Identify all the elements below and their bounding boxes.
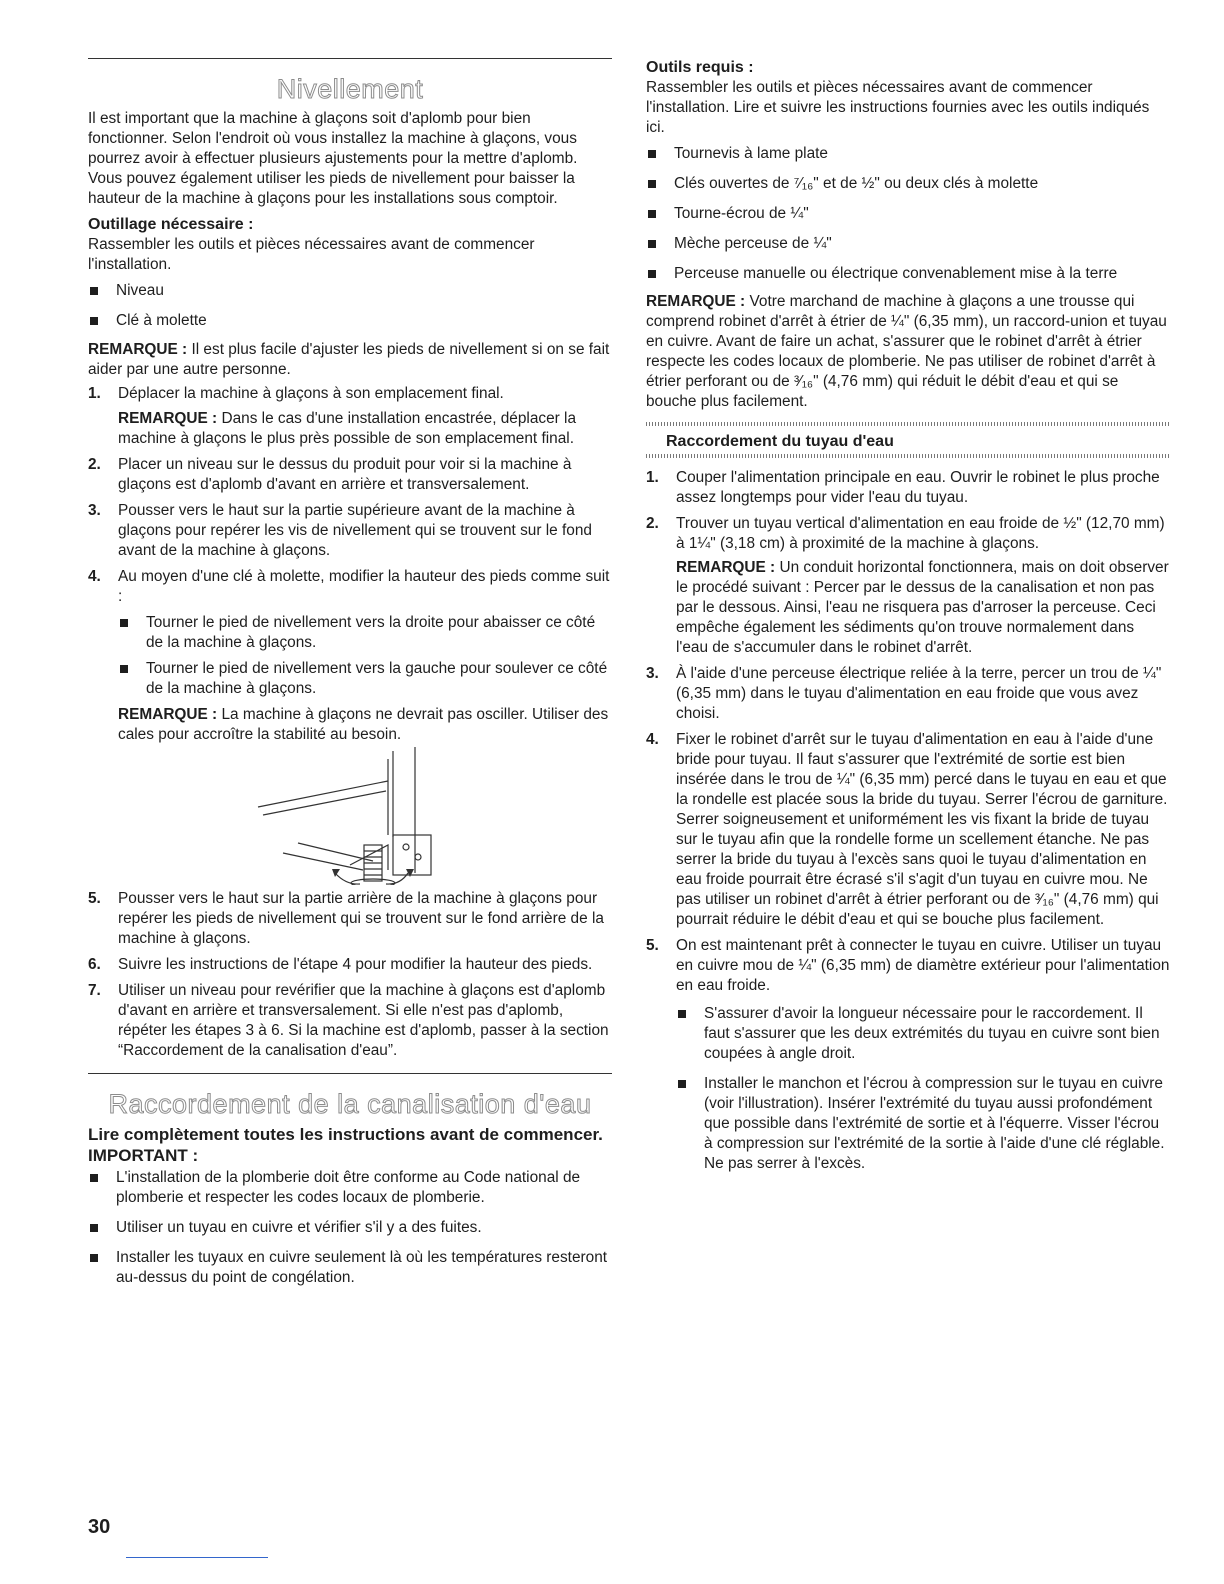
section-title-raccordement: Raccordement de la canalisation d'eau <box>108 1089 592 1119</box>
step-text: Déplacer la machine à glaçons à son emplacement final. <box>118 385 504 402</box>
list-item: Niveau <box>88 281 612 301</box>
note-text: Dans le cas d'une installation encastrée, déplacer la machine à glaçons le plus près possible de son emplacement final. <box>118 410 577 447</box>
step-text: Utiliser un niveau pour revérifier que la machine à glaçons est d'aplomb d'avant en arrière et transversalement. Si elle n'est pas d'aplomb, répéter les étapes 3 à 6. Si la machine est d'aplomb, passer à la section “Raccordement de la canalisation d'eau”. <box>118 982 609 1059</box>
step-number: 7. <box>88 982 101 999</box>
footer-line <box>126 1557 268 1558</box>
leveling-foot-drawing <box>88 745 612 885</box>
step-text: Au moyen d'une clé à molette, modifier la hauteur des pieds comme suit : <box>118 568 610 605</box>
note-label: REMARQUE : <box>676 559 776 576</box>
important-heading: IMPORTANT : <box>88 1146 199 1165</box>
connection-steps <box>646 468 1170 1174</box>
list-item <box>88 981 612 1061</box>
leveling-steps <box>88 384 612 745</box>
important-list <box>88 1168 612 1288</box>
leveling-foot-illustration <box>88 745 612 885</box>
list-item: Mèche perceuse de ¼" <box>646 234 1170 254</box>
list-item: Tournevis à lame plate <box>646 144 1170 164</box>
list-item: Tourne-écrou de ¼" <box>646 204 1170 224</box>
tools-required-list <box>646 144 1170 284</box>
note-label: REMARQUE : <box>118 410 218 427</box>
step-note <box>118 705 612 745</box>
step-number: 1. <box>88 385 101 402</box>
step-number: 2. <box>646 515 659 532</box>
list-item <box>646 514 1170 658</box>
read-instructions-heading: Lire complètement toutes les instructions avant de commencer. <box>88 1125 603 1144</box>
step-bullets <box>676 1004 1170 1174</box>
list-item: Clé à molette <box>88 311 612 331</box>
step-number: 5. <box>646 937 659 954</box>
list-item <box>88 384 612 449</box>
step-number: 2. <box>88 456 101 473</box>
step-number: 6. <box>88 956 101 973</box>
step-text: Pousser vers le haut sur la partie supérieure avant de la machine à glaçons pour repérer les vis de nivellement qui se trouvent sur le fond avant de la machine à glaçons. <box>118 502 592 559</box>
section-rule <box>88 1073 612 1074</box>
step-text: À l'aide d'une perceuse électrique reliée à la terre, percer un trou de ¼" (6,35 mm) dans le tuyau d'alimentation en eau froide que vous avez choisi. <box>676 665 1162 722</box>
list-item <box>646 664 1170 724</box>
step-text: Placer un niveau sur le dessus du produit pour voir si la machine à glaçons est d'aplomb d'avant en arrière et transversalement. <box>118 456 572 493</box>
list-item <box>646 468 1170 508</box>
list-item: S'assurer d'avoir la longueur nécessaire pour le raccordement. Il faut s'assurer que les deux extrémités du tuyau en cuivre sont bien coupées à angle droit. <box>676 1004 1170 1064</box>
section-heading: Raccordement du tuyau d'eau <box>666 433 894 450</box>
note-text: Il est plus facile d'ajuster les pieds de nivellement si on se fait aider par une autre personne. <box>88 341 610 378</box>
list-item: Tourner le pied de nivellement vers la droite pour abaisser ce côté de la machine à glaçons. <box>118 613 612 653</box>
left-column <box>88 58 612 1288</box>
note-text: Votre marchand de machine à glaçons a une trousse qui comprend robinet d'arrêt à étrier de ¼" (6,35 mm), un raccord-union et tuyau en cuivre. Avant de faire un achat, s'assurer que le robinet d'arrêt à étrier respecte les codes locaux de plomberie. Ne pas utiliser de robinet d'arrêt à étrier perforant ou de ³⁄₁₆" (4,76 mm) qui réduit le débit d'eau et qui se bouche plus facilement. <box>646 293 1167 410</box>
list-item <box>88 955 612 975</box>
note-paragraph <box>646 292 1170 412</box>
list-item: L'installation de la plomberie doit être conforme au Code national de plomberie et respecter les codes locaux de plomberie. <box>88 1168 612 1208</box>
step-number: 5. <box>88 890 101 907</box>
leveling-steps-continued <box>88 889 612 1061</box>
list-item: Tourner le pied de nivellement vers la gauche pour soulever ce côté de la machine à glaçons. <box>118 659 612 699</box>
step-text: Pousser vers le haut sur la partie arrière de la machine à glaçons pour repérer les pieds de nivellement qui se trouvent sur le fond arrière de la machine à glaçons. <box>118 890 604 947</box>
list-item <box>88 455 612 495</box>
list-item <box>88 501 612 561</box>
list-item: Clés ouvertes de ⁷⁄₁₆" et de ½" ou deux clés à molette <box>646 174 1170 194</box>
section-title-nivellement: Nivellement <box>276 74 424 104</box>
list-item <box>646 936 1170 1174</box>
list-item: Installer le manchon et l'écrou à compression sur le tuyau en cuivre (voir l'illustration). Insérer l'extrémité du tuyau aussi profondément que possible dans l'extrémité de sortie et à l'équerre. Visser l'écrou à compression sur l'extrémité de la sortie à l'aide d'une clé réglable. Ne pas serrer à l'excès. <box>676 1074 1170 1174</box>
step-note <box>118 409 612 449</box>
step-text: On est maintenant prêt à connecter le tuyau en cuivre. Utiliser un tuyau en cuivre mou de ¼" (6,35 mm) de diamètre extérieur pour l'alimentation en eau froide. <box>676 937 1170 994</box>
tools-heading: Outillage nécessaire : <box>88 216 254 233</box>
list-item <box>88 567 612 745</box>
step-text: Couper l'alimentation principale en eau. Ouvrir le robinet le plus proche assez longtemps pour vider l'eau du tuyau. <box>676 469 1160 506</box>
section-rule <box>88 58 612 59</box>
note-label: REMARQUE : <box>118 706 218 723</box>
intro-paragraph: Il est important que la machine à glaçons soit d'aplomb pour bien fonctionner. Selon l'endroit où vous installez la machine à glaçons, vous pourrez avoir à effectuer plusieurs ajustements pour la mettre d'aplomb. Vous pouvez également utiliser les pieds de nivellement pour baisser la hauteur de la machine à glaçons pour les installations sous comptoir. <box>88 110 578 207</box>
list-item <box>88 889 612 949</box>
tools-list <box>88 281 612 331</box>
note-label: REMARQUE : <box>646 293 746 310</box>
step-text: Suivre les instructions de l'étape 4 pour modifier la hauteur des pieds. <box>118 956 593 973</box>
note-label: REMARQUE : <box>88 341 188 358</box>
step-number: 3. <box>88 502 101 519</box>
page-number: 30 <box>88 1516 111 1538</box>
list-item <box>646 730 1170 930</box>
step-number: 4. <box>646 731 659 748</box>
list-item: Installer les tuyaux en cuivre seulement là où les températures resteront au-dessus du point de congélation. <box>88 1248 612 1288</box>
dotted-rule <box>646 454 1170 458</box>
step-number: 3. <box>646 665 659 682</box>
step-number: 1. <box>646 469 659 486</box>
tools-required-paragraph: Rassembler les outils et pièces nécessaires avant de commencer l'installation. Lire et suivre les instructions fournies avec les outils indiqués ici. <box>646 79 1150 136</box>
tools-required-heading: Outils requis : <box>646 59 754 76</box>
step-note <box>676 558 1170 658</box>
tools-paragraph: Rassembler les outils et pièces nécessaires avant de commencer l'installation. <box>88 236 535 273</box>
right-column <box>646 58 1170 1174</box>
note-paragraph <box>88 340 612 380</box>
note-text: La machine à glaçons ne devrait pas osciller. Utiliser des cales pour accroître la stabilité au besoin. <box>118 706 609 743</box>
step-bullets <box>118 613 612 699</box>
step-text: Trouver un tuyau vertical d'alimentation en eau froide de ½" (12,70 mm) à 1¼" (3,18 cm) à proximité de la machine à glaçons. <box>676 515 1165 552</box>
dotted-rule <box>646 422 1170 426</box>
step-text: Fixer le robinet d'arrêt sur le tuyau d'alimentation en eau à l'aide d'une bride pour tuyau. Il faut s'assurer que l'extrémité de sortie est bien insérée dans le trou de ¼" (6,35 mm) percé dans le tuyau en eau et que la rondelle est placée sous la bride du tuyau. Serrer l'écrou de garniture. Serrer soigneusement et uniformément les vis fixant la bride de tuyau sur le tuyau afin que la rondelle forme un scellement étanche. Ne pas serrer la bride du tuyau à l'excès sans quoi le tuyau d'alimentation en eau froide pourrait être écrasé s'il s'agit d'un tuyau en cuivre mou. Ne pas utiliser un robinet d'arrêt à étrier perforant ou de ³⁄₁₆" (4,76 mm) qui pourrait réduire le débit d'eau et qui se bouche plus facilement. <box>676 731 1168 928</box>
list-item: Perceuse manuelle ou électrique convenablement mise à la terre <box>646 264 1170 284</box>
note-text: Un conduit horizontal fonctionnera, mais on doit observer le procédé suivant : Percer par le dessus de la canalisation et non pas par le dessous. Ainsi, l'eau ne risquera pas d'arroser la perceuse. Ceci empêche également les sédiments qu'on trouve normalement dans l'eau de s'accumuler dans le robinet d'arrêt. <box>676 559 1169 656</box>
list-item: Utiliser un tuyau en cuivre et vérifier s'il y a des fuites. <box>88 1218 612 1238</box>
step-number: 4. <box>88 568 101 585</box>
